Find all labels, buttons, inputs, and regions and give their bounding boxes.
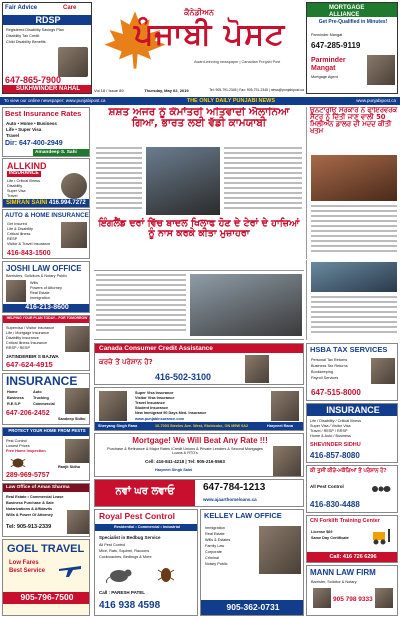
consumer-photo bbox=[245, 355, 269, 383]
aman-line-4: Wills & Power Of Attorney bbox=[6, 513, 53, 517]
bajwa-photo bbox=[65, 326, 89, 352]
joshi-phone: 416-213-8600 bbox=[25, 304, 69, 311]
ontario-photo bbox=[311, 155, 397, 201]
protect-line-2: Lowest Prices bbox=[6, 444, 30, 448]
toronto-photo bbox=[311, 262, 397, 292]
daily-banner: THE ONLY DAILY PUNJABI NEWS bbox=[186, 97, 276, 104]
ins-item-4: Trucking bbox=[33, 396, 49, 400]
airplane-icon bbox=[57, 560, 83, 578]
mortgage-banner: Mortgage! We Will Beat Any Rate !!! bbox=[132, 436, 268, 445]
lead-photo bbox=[146, 147, 220, 215]
rana-photo-right bbox=[271, 391, 299, 421]
forklift-line-2: Same Day Certificate bbox=[311, 536, 349, 540]
sv-line-3: Travel Insurance bbox=[135, 401, 165, 405]
joshi-sub: Barristers, Solicitors & Notary Public bbox=[6, 274, 67, 278]
helping-plan-ad bbox=[2, 315, 90, 371]
best-rates-name: Amandeep S. Sahi bbox=[35, 150, 77, 155]
kelley-line-7: Notary Public bbox=[205, 562, 228, 566]
hsba-line-2: Business Tax Returns bbox=[311, 364, 348, 368]
masthead-subtitle: ਕੈਨੇਡੀਅਨ bbox=[184, 8, 214, 17]
hsba-phone: 647-515-8000 bbox=[311, 388, 361, 397]
goel-phone: 905-796-7500 bbox=[20, 592, 74, 602]
royal-pest-ad bbox=[94, 509, 198, 616]
helping-phone: 647-624-4915 bbox=[6, 360, 53, 369]
aman-phone: Tel: 905-913-2339 bbox=[6, 524, 52, 530]
sv-site[interactable]: www.punjabinsurance.com bbox=[135, 417, 185, 421]
ins-item-2: Auto bbox=[33, 390, 42, 394]
mangat-small: Parminder Mangat bbox=[311, 33, 343, 37]
mann-photo-2 bbox=[375, 588, 393, 608]
hsba-photo bbox=[371, 358, 395, 384]
helping-line-4: Critical Illness Insurance bbox=[6, 341, 48, 345]
pre-qualified-tagline: Get Pre-Qualified in Minutes! bbox=[318, 19, 388, 25]
ghar-site[interactable]: www.ajaarthomeloans.ca bbox=[203, 497, 257, 502]
agent-photo bbox=[58, 47, 88, 77]
forklift-ad bbox=[306, 515, 398, 563]
auto-line-2: Life & Disability bbox=[7, 227, 33, 231]
protect-title: PROTECT YOUR HOME FROM PESTS bbox=[8, 428, 86, 433]
goel-line-1: Low Fares bbox=[9, 560, 39, 566]
consumer-headline: ਕਰਜ਼ੇ ਤੋਂ ਪਰੇਸ਼ਾਨ ਹੋ? bbox=[99, 358, 153, 366]
mann-title: MANN LAW FIRM bbox=[310, 568, 376, 577]
pest2-phone: 416-830-4488 bbox=[310, 500, 360, 509]
forklift-icon bbox=[371, 528, 395, 546]
goel-travel-ad bbox=[2, 539, 90, 616]
issue-line bbox=[94, 86, 304, 96]
allkind-sub: INSURANCE bbox=[9, 170, 39, 176]
hsba-tax-ad bbox=[306, 343, 398, 401]
best-rates-title: Best Insurance Rates bbox=[5, 109, 82, 118]
sv-line-1: Super Visa Insurance bbox=[135, 391, 174, 395]
auto-phone: 416-843-1500 bbox=[7, 250, 51, 257]
kelley-law-ad bbox=[200, 509, 304, 616]
ins-item-3: Business bbox=[7, 396, 24, 400]
allkind-brand: ALLKIND bbox=[7, 161, 47, 171]
kelley-title: KELLEY LAW OFFICE bbox=[204, 511, 282, 520]
ins-item-1: Home bbox=[7, 390, 18, 394]
sv-address: 10-7003 Steeles Ave. West, Etobicoke, ON M9W 0A2 bbox=[155, 424, 249, 428]
sv-line-4: Student Insurance bbox=[135, 406, 169, 410]
kelley-line-6: Criminal bbox=[205, 556, 219, 560]
right-top-ad bbox=[306, 2, 398, 94]
sv-right-name: Harpreet Rana bbox=[267, 424, 293, 428]
aman-line-2: Business Purchase & Sale bbox=[6, 501, 54, 505]
mann-photo bbox=[313, 588, 331, 608]
aman-law-ad bbox=[2, 483, 90, 537]
cockroach-icon bbox=[155, 564, 177, 584]
rdsp-line-3: Child Disability Benefits bbox=[6, 40, 46, 44]
auto-agent-photo bbox=[61, 222, 87, 248]
allkind-line-4: Travel bbox=[7, 194, 18, 198]
forklift-title: CN Forklift Training Center bbox=[310, 518, 380, 524]
insurance-left-phone: 647-206-2452 bbox=[6, 410, 50, 417]
contact-line: Tel: 905-791-2345 | Fax: 905-791-2345 | news@punjabipost.ca bbox=[209, 88, 304, 93]
insurance-right-title: INSURANCE bbox=[326, 405, 380, 415]
royal-line-2: All Pest Control bbox=[99, 543, 126, 547]
best-rates-ad bbox=[2, 107, 90, 157]
helping-line-2: Life / Mortgage Insurance bbox=[6, 331, 50, 335]
mortgage-line-1: Purchase & Refinance & Major Rates /Credit Unions & Private Lenders & Second Mortgages Loans & RTO's bbox=[107, 447, 263, 456]
website-link[interactable]: www.punjabipost.ca bbox=[356, 98, 396, 104]
mann-law-ad bbox=[306, 565, 398, 616]
bug-icon bbox=[9, 456, 27, 470]
top-banner bbox=[0, 97, 400, 105]
forklift-line-1: License $69 bbox=[311, 530, 333, 534]
hsba-line-4: Payroll Services bbox=[311, 376, 339, 380]
mann-line-1: Barrister, Solicitor & Notary bbox=[311, 580, 357, 584]
pest2-title: ਕੀ ਤੁਸੀਂ ਕੀੜੇ-ਮਕੌੜਿਆਂ ਤੋਂ ਪਰੇਸ਼ਾਨ ਹੋ? bbox=[310, 468, 387, 474]
insurance-left-title: INSURANCE bbox=[6, 374, 78, 388]
pest-right-ad bbox=[306, 465, 398, 513]
issue-date: Thursday, May 02, 2019 bbox=[144, 87, 189, 93]
rdsp-phone: 647-865-7900 bbox=[5, 75, 62, 85]
joshi-line-3: Real Estate bbox=[30, 291, 50, 295]
mortgage-name: Harpreet Singh Saini bbox=[155, 468, 193, 472]
allkind-line-3: Super Visa bbox=[7, 189, 26, 193]
ghar-phone: 647-784-1213 bbox=[203, 482, 266, 493]
ins2-phone: 416-857-8080 bbox=[310, 451, 360, 460]
mangat-role: Mortgage Agent bbox=[311, 75, 338, 79]
joshi-law-ad bbox=[2, 261, 90, 313]
joshi-title: JOSHI LAW OFFICE bbox=[6, 264, 82, 273]
aman-title: Law Office of Aman Sharma bbox=[6, 485, 70, 490]
super-visa-ad bbox=[94, 387, 304, 431]
ins2-line-3: Travel / RESP / RRSP bbox=[310, 429, 348, 433]
mangat-photo bbox=[367, 55, 395, 85]
kelley-line-3: Wills & Estates bbox=[205, 538, 231, 542]
helping-line-5: RRSP / RESP bbox=[6, 346, 30, 350]
kelley-line-4: Family Law bbox=[205, 544, 225, 548]
kelley-line-1: Immigration bbox=[205, 526, 225, 530]
fair-advice-tag: Care bbox=[63, 5, 77, 11]
consumer-credit-ad bbox=[94, 343, 304, 385]
protect-line-1: Pest Control bbox=[6, 439, 27, 443]
aman-line-3: Notarizations & Affidavits bbox=[6, 507, 53, 511]
hsba-line-3: Bookkeeping bbox=[311, 370, 333, 374]
best-rates-line-1: Auto • Home • Business bbox=[6, 121, 57, 126]
royal-line-3: Mice, Rats, Squirrel, Racoons bbox=[99, 549, 150, 553]
helping-line-3: Disability Insurance bbox=[6, 336, 39, 340]
ranjit-photo bbox=[65, 439, 89, 463]
goel-title: GOEL TRAVEL bbox=[7, 543, 85, 555]
royal-line-4: Cockroaches, Bedbugs & More bbox=[99, 555, 152, 559]
new-home-ad bbox=[94, 479, 304, 507]
right-story-2 bbox=[306, 260, 398, 340]
lead-story bbox=[94, 107, 304, 271]
sv-line-5: New Immigrant 90 Days Med. Insurance bbox=[135, 411, 207, 415]
consumer-phone: 416-502-3100 bbox=[155, 372, 212, 382]
ant-icon bbox=[371, 482, 391, 496]
royal-name: Call : PARESH PATEL bbox=[99, 590, 146, 595]
auto-line-4: RESP bbox=[7, 237, 18, 241]
headline-2: ਇੰਗਲੈਂਡ ਦਰਾਂ ਵਿੱਚ ਬਾਦਲ ਖਿਲਾਫ ਹੋਣ ਦੇ ਟੇਰਾਂ ਦੇ ਹਾਜ਼ਿਆਂ ਨੂੰ ਨਾਸ ਕਰਕੇ ਕੀਤਾ ਮੁਜ਼ਾਹਰਾ bbox=[98, 218, 300, 239]
masthead-title: ਪੰਜਾਬੀ ਪੋਸਟ bbox=[134, 17, 286, 52]
auto-home-ad bbox=[2, 209, 90, 259]
aman-photo bbox=[67, 510, 89, 534]
auto-home-title: AUTO & HOME INSURANCE bbox=[5, 212, 89, 219]
helping-title: HELPING YOUR PLAN TODAY... FOR TOMORROW bbox=[6, 316, 88, 320]
royal-sub: Residential • Commercial • Industrial bbox=[114, 525, 180, 529]
sandeep-photo bbox=[65, 388, 89, 414]
mangat-name: Parminder Mangat bbox=[311, 57, 346, 73]
ins2-line-1: Life / Disability / Critical Illness bbox=[310, 419, 362, 423]
best-rates-line-2: Life • Super Visa bbox=[6, 127, 42, 132]
headline-1: ਸ਼ਸ਼ਤ ਅਜਰ ਨੂੰ ਕੌਮਾਂਤਰੀ ਅਤਿਵਾਦੀ ਐਲਾਨਿਆ ਗਿਆ, ਭਾਰਤ ਲਈ ਵੱਡੀ ਕਾਮਯਾਬੀ bbox=[108, 107, 290, 130]
issue-number: Vol 18 / Issue 89 bbox=[94, 87, 124, 93]
allkind-line-2: Disability bbox=[7, 184, 23, 188]
royal-phone: 416 938 4598 bbox=[99, 600, 161, 611]
rdsp-title: RDSP bbox=[35, 15, 61, 25]
aman-line-1: Real Estate • Commercial Lease bbox=[6, 495, 64, 499]
royal-line-1: Specialist in Bedbug Service bbox=[99, 535, 161, 540]
allkind-ad bbox=[2, 158, 90, 208]
simran-photo bbox=[61, 173, 87, 199]
second-story bbox=[94, 272, 304, 340]
forklift-phone: Call: 416 726 6296 bbox=[329, 554, 377, 560]
protect-phone: 289-969-5757 bbox=[6, 472, 50, 479]
saini-photo bbox=[273, 446, 301, 476]
left-top-ad bbox=[2, 2, 92, 94]
ins-item-5: R.E.S.P bbox=[7, 402, 21, 406]
sv-line-2: Visitor Visa Insurance bbox=[135, 396, 175, 400]
auto-line-5: Visitor & Travel Insurance bbox=[7, 242, 51, 246]
right-headline: ਓਨਟਾਰੀਓ ਸਰਕਾਰ ਨੇ ਫਾਇਰਵਰਕ ਸੈਂਟਰ ਨੂੰ ਦਿੱਤੀ ਜਾਣ ਵਾਲੀ 50 ਮਿਲੀਅਨ ਡਾਲਰ ਦੀ ਮਦਦ ਕੀਤੀ ਖਤਮ bbox=[310, 107, 398, 136]
protest-photo bbox=[190, 274, 302, 336]
fair-advice-brand: Fair Advice bbox=[5, 5, 38, 11]
best-rates-line-3: Travel bbox=[6, 133, 20, 138]
award-line: Award-winning newspaper | Canadian Punjabi Post bbox=[194, 60, 281, 64]
rdsp-line-2: Disability Tax Credit bbox=[6, 34, 40, 38]
mangat-phone: 647-285-9119 bbox=[311, 41, 361, 50]
ins2-line-4: Home & Auto / Business bbox=[310, 434, 351, 438]
royal-title: Royal Pest Control bbox=[99, 511, 176, 521]
mann-phone: 905 798 9333 bbox=[333, 596, 373, 603]
joshi-line-1: Wills bbox=[30, 281, 39, 285]
rana-photo-left bbox=[99, 391, 127, 421]
ins-item-6: Commercial bbox=[33, 402, 55, 406]
goel-line-2: Best Service bbox=[9, 568, 46, 574]
hsba-title: HSBA TAX SERVICES bbox=[310, 345, 388, 354]
ghar-banner: ਨਵਾਂ ਘਰ ਲਵਾਓ bbox=[115, 486, 175, 497]
ins2-name: SHEVINDER SIDHU bbox=[310, 442, 361, 448]
kelley-line-2: Real Estate bbox=[205, 532, 225, 536]
rat-icon bbox=[105, 564, 135, 584]
ins2-line-2: Super Visa / Visitor Visa bbox=[310, 424, 351, 428]
allkind-line-1: Life • Critical Illness bbox=[7, 179, 40, 183]
best-rates-phone: Dir: 647-400-2949 bbox=[5, 140, 63, 147]
allkind-phone: 416.994.7272 bbox=[49, 200, 86, 206]
protect-line-3: Free Home Inspection bbox=[6, 449, 46, 453]
insurance-right-ad bbox=[306, 403, 398, 463]
masthead bbox=[94, 2, 304, 94]
joshi-photo bbox=[6, 280, 26, 302]
kelley-photo bbox=[259, 526, 301, 574]
insurance-left-name: Sandeep Sidhu bbox=[58, 417, 86, 421]
sv-left-name: Sheryang Singh Rana bbox=[98, 424, 138, 428]
joshi-line-2: Powers of Attorney bbox=[30, 286, 62, 290]
kelley-phone: 905-362-0731 bbox=[226, 602, 280, 612]
consumer-banner: Canada Consumer Credit Assistance bbox=[99, 345, 213, 352]
online-link[interactable]: To view our online newspaper: www.punjabipost.ca bbox=[4, 98, 106, 104]
helping-line-1: Supervisa / Visitor Insurance bbox=[6, 326, 55, 330]
mortgage-alliance-brand: MORTGAGE ALLIANCE bbox=[329, 5, 365, 18]
auto-line-3: Critical Illness bbox=[7, 232, 31, 236]
rdsp-line-1: Registered Disability Savings Plan bbox=[6, 28, 64, 32]
helping-name: JATINDERBIR S BAJWA bbox=[6, 354, 59, 359]
hsba-line-1: Personal Tax Returns bbox=[311, 358, 348, 362]
pest2-sub: All Pest Control bbox=[310, 484, 344, 489]
insurance-left-ad bbox=[2, 373, 90, 425]
auto-line-1: Get Insured bbox=[7, 222, 27, 226]
mortgage-beat-ad bbox=[94, 433, 304, 477]
right-story bbox=[306, 107, 398, 259]
protect-home-ad bbox=[2, 427, 90, 481]
protect-name: Ranjit Sidhu bbox=[58, 465, 81, 469]
rdsp-name: SUKHWINDER NAHAL bbox=[16, 86, 80, 92]
kelley-line-5: Corporate bbox=[205, 550, 222, 554]
allkind-name: SIMRAN SAINI bbox=[6, 200, 48, 206]
joshi-line-4: Immigration bbox=[30, 296, 50, 300]
mortgage-line-2: Cell: 416-841-4218 | Tel: 905-216-5563 bbox=[145, 459, 225, 464]
